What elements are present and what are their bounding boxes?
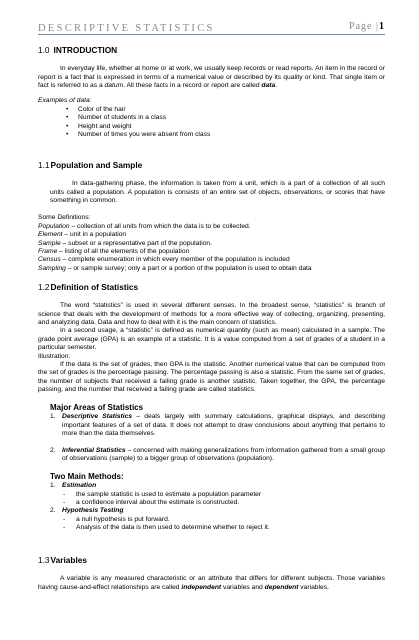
page-header — [38, 14, 385, 35]
estimation-sublist — [38, 491, 385, 508]
examples-title: Examples of data: — [38, 97, 92, 105]
section-heading: 1.0 INTRODUCTION — [38, 45, 118, 55]
list-item: • Height and weight — [38, 123, 385, 131]
examples-list — [38, 106, 385, 140]
main-methods-list-continued — [38, 507, 385, 515]
list-item: 2. Inferential Statistics – concerned with making generalizations from information gathered from a small group of observations (sample) to a bigger group of observations (population). — [50, 446, 385, 462]
header-title: DESCRIPTIVE STATISTICS — [38, 23, 215, 34]
statistics-paragraph-3: If the data is the set of grades, then GPA is the statistic. Another numerical value that can be computed from the set of grades is the percentage passing. The percentage passing is also a statistic. From the same set of grades, the number of subjects that received a failing grade is another statistic. Taken together, the GPA, the percentage passing, and the number that received a failing grade are called statistics. — [38, 360, 385, 394]
list-item: 2. Hypothesis Testing — [50, 507, 124, 515]
variables-paragraph: A variable is any measured characteristic or an attribute that differs for different subjects. Those variables having cause-and-effect relationships are called independent variables and dependent variables. — [38, 575, 385, 591]
population-paragraph: In data-gathering phase, the information is taken from a unit, which is a part of a collection of all such units called a population. A population is consists of an entire set of objects, observations, or scores that have something in common. — [50, 180, 385, 205]
list-item: Sampling – or sample survey; only a part or a portion of the population is used to obtain data — [38, 264, 312, 272]
header-page-number: Page |1 — [349, 21, 385, 32]
illustration-title: Illustration: — [38, 352, 71, 360]
statistics-paragraph-2: In a second usage, a “statistic” is defined as numerical quantity (such as mean) calculated in a sample. The grade point average (GPA) is an example of a statistic. It is a value computed from a set of grades of a student in a particular semester. — [38, 327, 385, 352]
list-item: - the sample statistic is used to estimate a population parameter — [38, 491, 385, 499]
list-item: - Analysis of the data is then used to determine whether to reject it. — [38, 524, 385, 532]
section-variables — [38, 555, 385, 592]
list-item: • Number of students in a class — [38, 114, 385, 122]
list-item: Frame – listing of all the elements of the population — [38, 247, 190, 255]
main-methods-list — [38, 482, 385, 490]
intro-paragraph: In everyday life, whether at home or at work, we usually keep records or read reports. An item in the record or report is a fact that is expressed in terms of a numerical value or described by its quality or kind. That single item or fact is referred to as a datum. All these facts in a record or report are called data. — [38, 65, 385, 90]
section-introduction — [38, 45, 385, 139]
statistics-paragraph-1: The word “statistics” is used in several different senses. In the broadest sense, “statistics” is branch of science that deals with the development of methods for a more effective way of collecting, organizing, presenting, and analyzing data. Data and how to deal with it is the main concern of statistics. — [38, 302, 385, 327]
list-item: Census – complete enumeration in which every member of the population is included — [38, 256, 290, 264]
section-heading: 1.3Variables — [38, 555, 87, 565]
definitions-list — [38, 223, 385, 273]
list-item: • Color of the hair — [38, 106, 385, 114]
main-methods-title: Two Main Methods: — [50, 472, 124, 482]
section-definition-statistics — [38, 282, 385, 533]
list-item: Population – collection of all units from which the data is to be collected. — [38, 222, 251, 230]
major-areas-title: Major Areas of Statistics — [50, 403, 144, 413]
list-item: - a null hypothesis is put forward. — [38, 516, 385, 524]
list-item: 1. Estimation — [50, 482, 97, 490]
list-item: Sample – subset or a representative part of the population. — [38, 239, 212, 247]
section-population-sample — [38, 160, 385, 273]
list-item: • Number of times you were absent from class — [38, 131, 385, 139]
list-item: Element – unit in a population — [38, 231, 127, 239]
section-heading: 1.1Population and Sample — [38, 160, 143, 170]
list-item: 1. Descriptive Statistics – deals largely with summary calculations, graphical displays, and describing important features of a set of data. It does not attempt to draw conclusions about anything that pertains to more than the data themselves. — [50, 413, 385, 438]
list-item: - a confidence interval about the estimate is constructed. — [38, 499, 385, 507]
hypothesis-sublist — [38, 516, 385, 533]
definitions-title: Some Definitions: — [38, 214, 91, 222]
section-heading: 1.2Definition of Statistics — [38, 282, 139, 292]
major-areas-list — [38, 413, 385, 463]
